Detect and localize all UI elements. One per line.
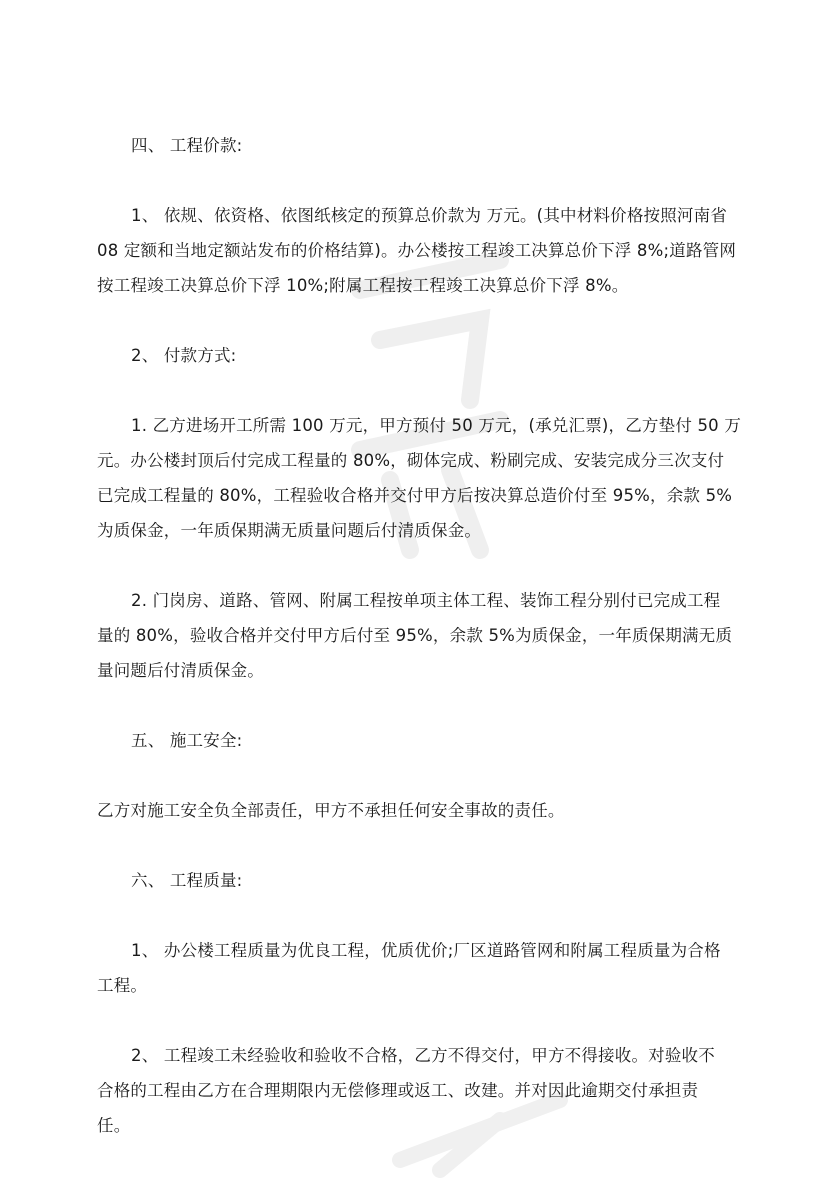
section-heading: 四、 工程价款:: [131, 136, 243, 155]
section-heading: 六、 工程质量:: [131, 871, 243, 890]
section-heading: 2、 付款方式:: [131, 346, 237, 365]
paragraph-line: 2、 工程竣工未经验收和验收不合格，乙方不得交付，甲方不得接收。对验收不: [131, 1046, 715, 1065]
paragraph-line: 1. 乙方进场开工所需 100 万元，甲方预付 50 万元，(承兑汇票)，乙方垫付 50 万: [131, 416, 742, 435]
paragraph-line: 2. 门岗房、道路、管网、附属工程按单项主体工程、装饰工程分别付已完成工程: [131, 591, 721, 610]
paragraph-line: 量问题后付清质保金。: [97, 661, 264, 680]
paragraph-line: 按工程竣工决算总价下浮 10%;附属工程按工程竣工决算总价下浮 8%。: [97, 276, 629, 295]
paragraph-line: 合格的工程由乙方在合理期限内无偿修理或返工、改建。并对因此逾期交付承担责: [97, 1081, 699, 1100]
paragraph-line: 08 定额和当地定额站发布的价格结算)。办公楼按工程竣工决算总价下浮 8%;道路管网: [97, 241, 737, 260]
paragraph-line: 乙方对施工安全负全部责任，甲方不承担任何安全事故的责任。: [97, 801, 565, 820]
document-body: [97, 128, 742, 1143]
paragraph-line: 元。办公楼封顶后付完成工程量的 80%，砌体完成、粉刷完成、安装完成分三次支付: [97, 451, 725, 470]
paragraph-line: 为质保金，一年质保期满无质量问题后付清质保金。: [97, 521, 482, 540]
paragraph-line: 已完成工程量的 80%，工程验收合格并交付甲方后按决算总造价付至 95%，余款 5%: [97, 486, 733, 505]
paragraph-line: 1、 办公楼工程质量为优良工程，优质优价;厂区道路管网和附属工程质量为合格: [131, 941, 721, 960]
paragraph-line: 1、 依规、依资格、依图纸核定的预算总价款为 万元。(其中材料价格按照河南省: [131, 206, 728, 225]
paragraph-line: 工程。: [97, 976, 148, 995]
paragraph-line: 量的 80%，验收合格并交付甲方后付至 95%，余款 5%为质保金，一年质保期满无质: [97, 626, 733, 645]
paragraph-line: 任。: [97, 1116, 131, 1135]
section-heading: 五、 施工安全:: [131, 731, 243, 750]
